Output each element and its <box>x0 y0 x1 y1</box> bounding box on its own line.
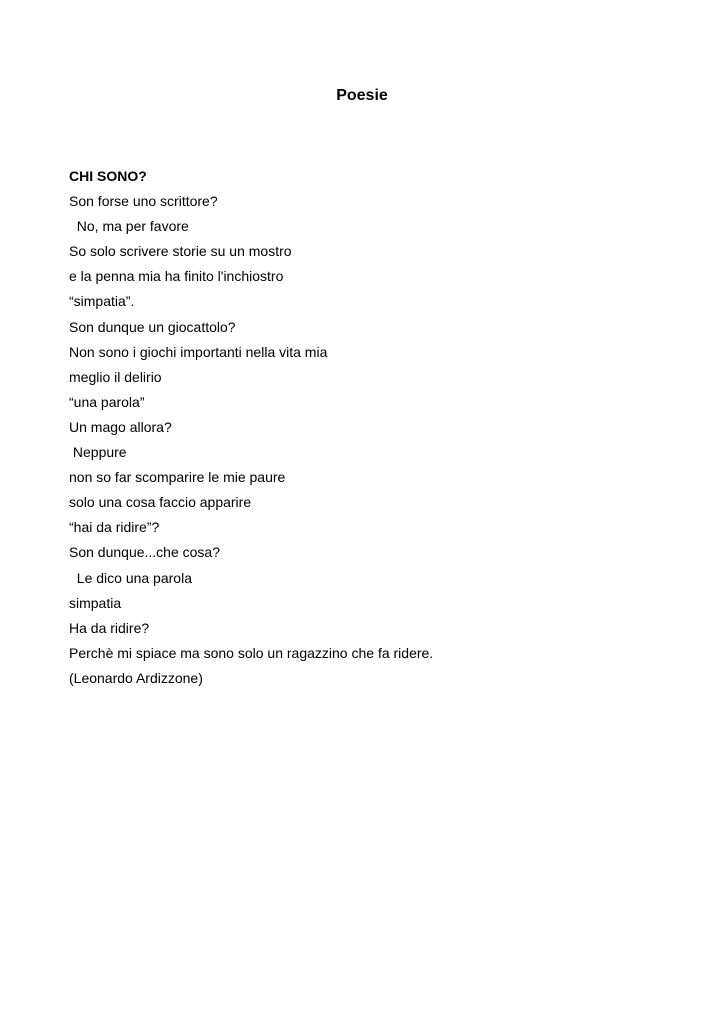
poem-line: “una parola” <box>69 393 145 410</box>
poem-line: “hai da ridire”? <box>69 519 160 536</box>
poem-title: CHI SONO? <box>69 168 147 184</box>
poem-line: solo una cosa faccio apparire <box>69 494 252 511</box>
poem-line: “simpatia”. <box>69 293 135 310</box>
poem <box>69 164 669 691</box>
poem-line: Le dico una parola <box>69 569 192 586</box>
poem-line: Neppure <box>69 444 127 461</box>
poem-line: Perchè mi spiace ma sono solo un ragazzino che fa ridere. <box>69 644 434 661</box>
poem-author: (Leonardo Ardizzone) <box>69 669 203 686</box>
poem-line: meglio il delirio <box>69 368 162 385</box>
poem-line: non so far scomparire le mie paure <box>69 469 286 486</box>
poem-line: Son forse uno scrittore? <box>69 193 218 210</box>
poem-line: So solo scrivere storie su un mostro <box>69 243 292 260</box>
poem-line: simpatia <box>69 594 122 611</box>
poem-line: No, ma per favore <box>69 218 189 235</box>
poem-line: Un mago allora? <box>69 418 172 435</box>
poem-line: Ha da ridire? <box>69 619 150 636</box>
page-title: Poesie <box>336 87 388 104</box>
poem-line: Son dunque...che cosa? <box>69 544 221 561</box>
poem-line: Non sono i giochi importanti nella vita mia <box>69 343 328 360</box>
poem-line: e la penna mia ha finito l'inchiostro <box>69 268 284 285</box>
poem-line: Son dunque un giocattolo? <box>69 318 236 335</box>
